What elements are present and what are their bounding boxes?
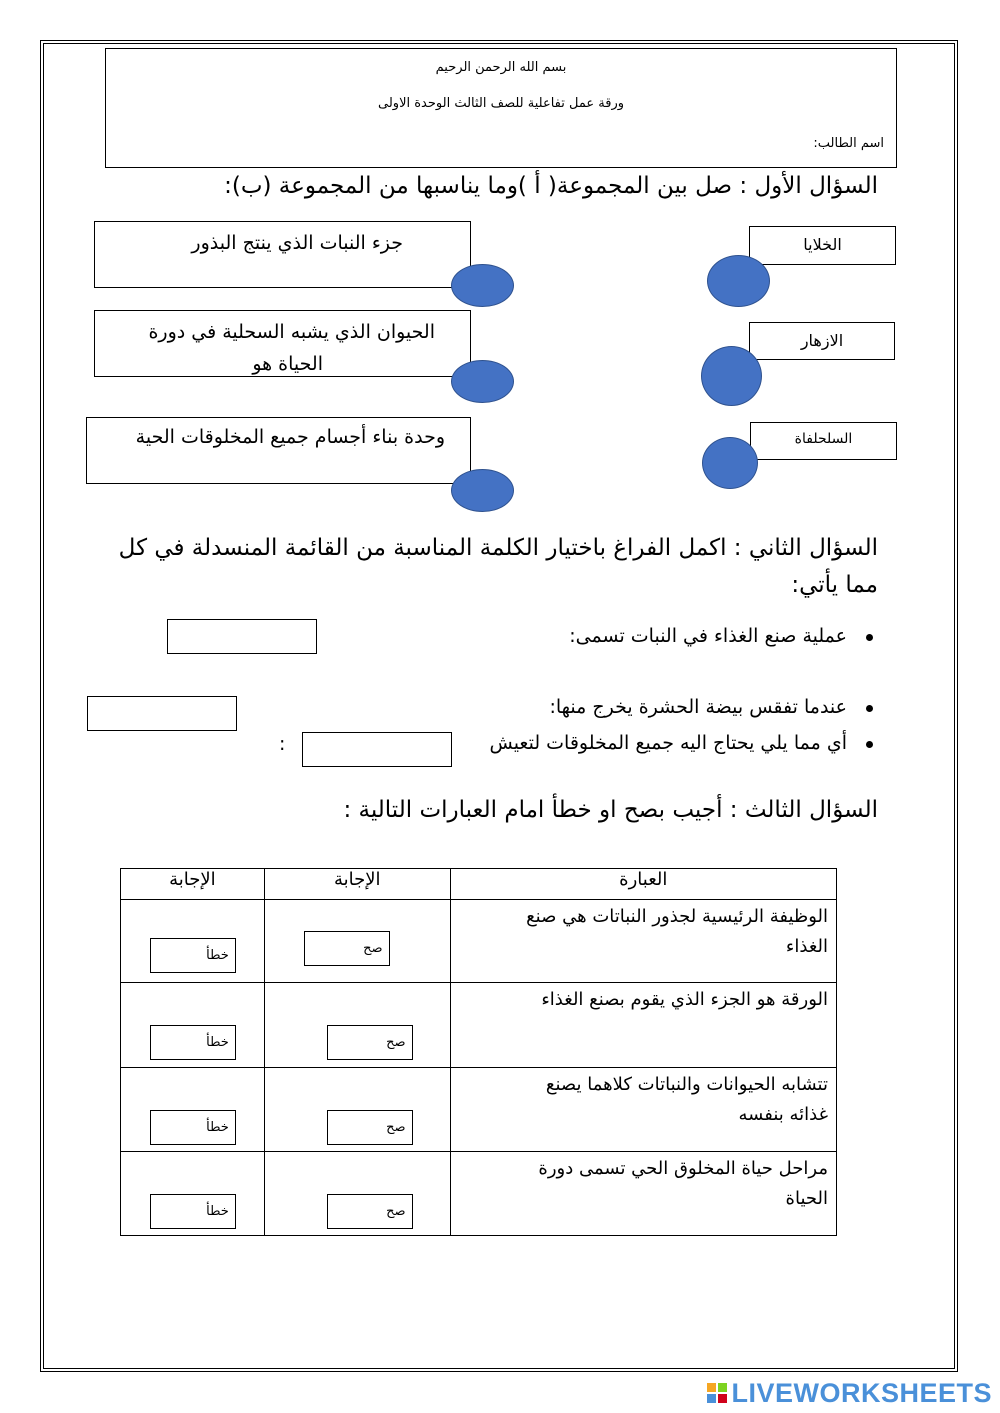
bullet-icon	[866, 634, 873, 641]
group-a-text-3: السلحلفاة	[794, 431, 853, 447]
table-row	[121, 1151, 837, 1235]
header-answer-1: الإجابة	[264, 869, 450, 900]
true-cell	[264, 1067, 450, 1151]
q1-title: السؤال الأول : صل بين المجموعة( أ )وما يناسبها من المجموعة (ب):	[224, 173, 878, 199]
statement-cell	[450, 1067, 836, 1151]
true-answer-button[interactable]: صح	[327, 1110, 413, 1145]
q2-item-3-colon: :	[279, 733, 286, 755]
group-b-dot-3[interactable]	[451, 469, 514, 512]
group-b-dot-2[interactable]	[451, 360, 514, 403]
true-false-table	[120, 868, 837, 1236]
false-answer-button[interactable]: خطأ	[150, 1194, 236, 1229]
bullet-icon	[866, 741, 873, 748]
group-a-text-1: الخلايا	[803, 235, 842, 254]
group-a-dot-2[interactable]	[701, 346, 762, 406]
statement-line1: الورقة هو الجزء الذي يقوم بصنع الغذاء	[541, 989, 828, 1011]
statement-cell	[450, 1151, 836, 1235]
group-b-dot-1[interactable]	[451, 264, 514, 307]
false-cell	[121, 1151, 265, 1235]
header-answer-2: الإجابة	[121, 869, 265, 900]
basmala: بسم الله الرحمن الرحيم	[435, 60, 567, 75]
q2-item-1: عملية صنع الغذاء في النبات تسمى:	[569, 625, 847, 647]
statement-line1: مراحل حياة المخلوق الحي تسمى دورة	[538, 1157, 828, 1179]
group-b-text-1: جزء النبات الذي ينتج البذور	[191, 232, 403, 254]
true-cell	[264, 1151, 450, 1235]
true-answer-button[interactable]: صح	[304, 931, 390, 966]
statement-line2: الحياة	[785, 1187, 828, 1209]
group-a-dot-1[interactable]	[707, 255, 770, 307]
false-cell	[121, 1067, 265, 1151]
student-name-label: اسم الطالب:	[813, 136, 884, 151]
q2-item-3: أي مما يلي يحتاج اليه جميع المخلوقات لتعيش	[489, 732, 847, 754]
q3-title: السؤال الثالث : أجيب بصح او خطأ امام العبارات التالية :	[343, 797, 878, 823]
table-row	[121, 900, 837, 983]
table-header-row	[121, 869, 837, 900]
q2-answer-select-1[interactable]	[167, 619, 317, 654]
q2-title-line1: السؤال الثاني : اكمل الفراغ باختيار الكلمة المناسبة من القائمة المنسدلة في كل	[118, 535, 878, 561]
q2-title-line2: مما يأتي:	[791, 572, 878, 598]
table-row	[121, 983, 837, 1067]
q2-answer-select-2[interactable]	[87, 696, 237, 731]
true-answer-button[interactable]: صح	[327, 1025, 413, 1060]
group-b-box-2	[94, 310, 471, 377]
group-b-text-2b: الحياة هو	[252, 353, 323, 375]
statement-line2: الغذاء	[785, 936, 828, 958]
bullet-icon	[866, 705, 873, 712]
statement-cell	[450, 900, 836, 983]
true-answer-button[interactable]: صح	[327, 1194, 413, 1229]
false-cell	[121, 900, 265, 983]
group-a-text-2: الازهار	[800, 331, 844, 350]
false-answer-button[interactable]: خطأ	[150, 1110, 236, 1145]
statement-cell	[450, 983, 836, 1067]
statement-line1: تتشابه الحيوانات والنباتات كلاهما يصنع	[545, 1073, 828, 1095]
group-a-dot-3[interactable]	[702, 437, 758, 489]
group-b-text-3: وحدة بناء أجسام جميع المخلوقات الحية	[135, 426, 445, 448]
q2-answer-select-3[interactable]	[302, 732, 452, 767]
false-answer-button[interactable]: خطأ	[150, 938, 236, 973]
header-statement: العبارة	[450, 869, 836, 900]
brand-name: LIVEWORKSHEETS	[731, 1377, 992, 1408]
q2-item-2: عندما تفقس بيضة الحشرة يخرج منها:	[549, 696, 847, 718]
statement-line1: الوظيفة الرئيسية لجذور النباتات هي صنع	[526, 906, 828, 928]
group-b-text-2a: الحيوان الذي يشبه السحلية في دورة	[148, 321, 435, 343]
logo-grid-icon	[707, 1383, 727, 1403]
false-answer-button[interactable]: خطأ	[150, 1025, 236, 1060]
table-row	[121, 1067, 837, 1151]
liveworksheets-logo	[707, 1378, 992, 1408]
true-cell	[264, 900, 450, 983]
false-cell	[121, 983, 265, 1067]
statement-line2: غذائه بنفسه	[738, 1103, 828, 1125]
true-cell	[264, 983, 450, 1067]
worksheet-subtitle: ورقة عمل تفاعلية للصف الثالث الوحدة الاولى	[378, 96, 624, 111]
